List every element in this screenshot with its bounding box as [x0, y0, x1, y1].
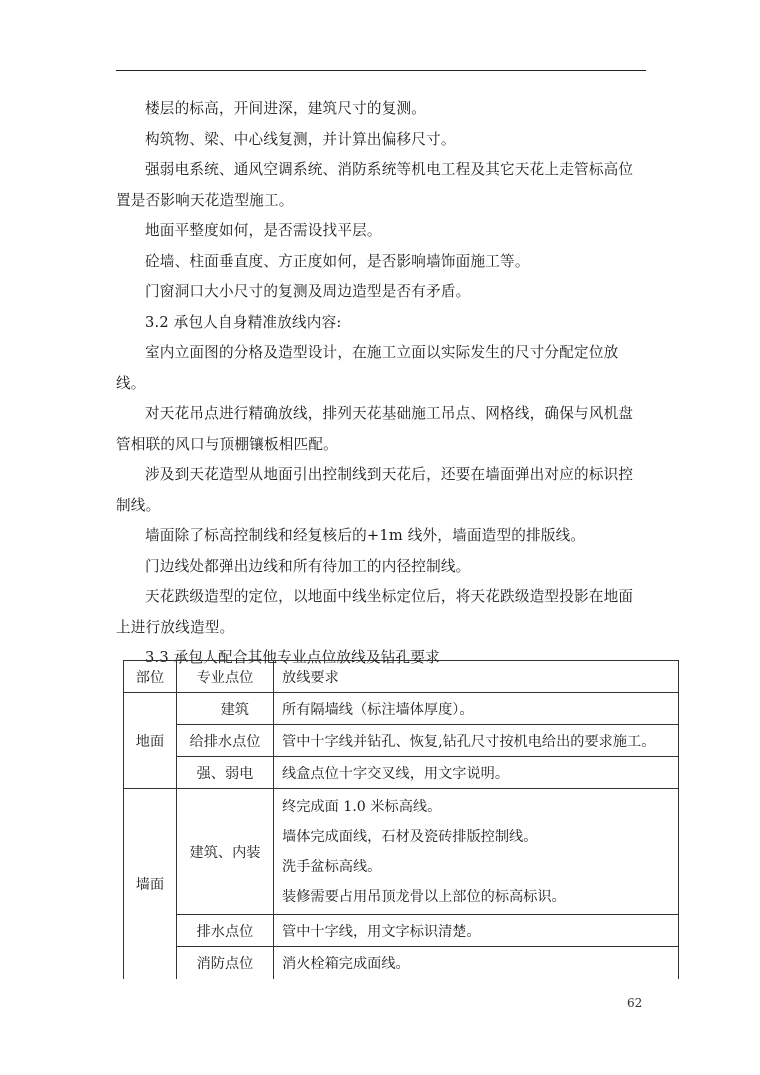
page-number: 62 [627, 996, 643, 1010]
paragraph: 构筑物、梁、中心线复测，并计算出偏移尺寸。 [145, 130, 456, 148]
table-row [124, 947, 679, 979]
table-row [124, 693, 679, 725]
paragraph: 楼层的标高，开间进深，建筑尺寸的复测。 [145, 100, 427, 117]
paragraph: 涉及到天花造型从地面引出控制线到天花后，还要在墙面弹出对应的标识控制线。 [116, 466, 634, 514]
paragraph: 强弱电系统、通风空调系统、消防系统等机电工程及其它天花上走管标高位置是否影响天花造型施工。 [116, 161, 634, 209]
requirement-line: 装修需要占用吊顶龙骨以上部位的标高标识。 [282, 888, 566, 905]
category-ground: 地面 [124, 693, 177, 789]
document-body [116, 94, 646, 674]
paragraph: 地面平整度如何，是否需设找平层。 [145, 222, 382, 239]
paragraph: 门窗洞口大小尺寸的复测及周边造型是否有矛盾。 [145, 283, 471, 300]
requirement-line: 墙体完成面线，石材及瓷砖排版控制线。 [282, 828, 538, 845]
paragraph: 对天花吊点进行精确放线，排列天花基础施工吊点、网格线，确保与风机盘管相联的风口与顶棚镶板相匹配。 [116, 405, 634, 453]
point-cell: 排水点位 [177, 915, 274, 947]
header-requirement: 放线要求 [274, 661, 679, 693]
paragraph: 砼墙、柱面垂直度、方正度如何，是否影响墙饰面施工等。 [145, 252, 530, 270]
requirement-cell: 消火栓箱完成面线。 [274, 947, 679, 979]
table-header-row [124, 661, 679, 693]
paragraph: 天花跌级造型的定位，以地面中线坐标定位后，将天花跌级造型投影在地面上进行放线造型。 [116, 588, 634, 636]
point-cell: 强、弱电 [177, 757, 274, 789]
point-cell: 消防点位 [177, 947, 274, 979]
table-row [124, 915, 679, 947]
point-cell: 给排水点位 [177, 725, 274, 757]
header-point: 专业点位 [177, 661, 274, 693]
table-row [124, 725, 679, 757]
category-wall: 墙面 [124, 789, 177, 979]
requirement-cell: 线盒点位十字交叉线，用文字说明。 [274, 757, 679, 789]
header-rule [116, 70, 646, 71]
point-cell: 建筑、内装 [177, 789, 274, 915]
requirement-cell: 所有隔墙线（标注墙体厚度）。 [274, 693, 679, 725]
header-location: 部位 [124, 661, 177, 693]
requirement-cell-multi [274, 789, 679, 915]
requirement-line: 洗手盆标高线。 [282, 858, 382, 875]
table-row [124, 757, 679, 789]
paragraph: 门边线处都弹出边线和所有待加工的内径控制线。 [145, 557, 471, 575]
point-cell: 建筑 [177, 693, 274, 725]
requirement-cell: 管中十字线，用文字标识清楚。 [274, 915, 679, 947]
section-heading-3-3: 3.3 承包人配合其他专业点位放线及钻孔要求 [145, 649, 440, 666]
section-heading-3-2: 3.2 承包人自身精准放线内容: [145, 313, 342, 331]
paragraph: 室内立面图的分格及造型设计，在施工立面以实际发生的尺寸分配定位放线。 [116, 344, 619, 392]
requirement-line: 终完成面 1.0 米标高线。 [282, 798, 442, 815]
paragraph: 墙面除了标高控制线和经复核后的+1m 线外，墙面造型的排版线。 [145, 527, 586, 544]
requirement-cell: 管中十字线并钻孔、恢复,钻孔尺寸按机电给出的要求施工。 [274, 725, 679, 757]
layout-requirements-table [123, 660, 679, 979]
table-row [124, 789, 679, 915]
